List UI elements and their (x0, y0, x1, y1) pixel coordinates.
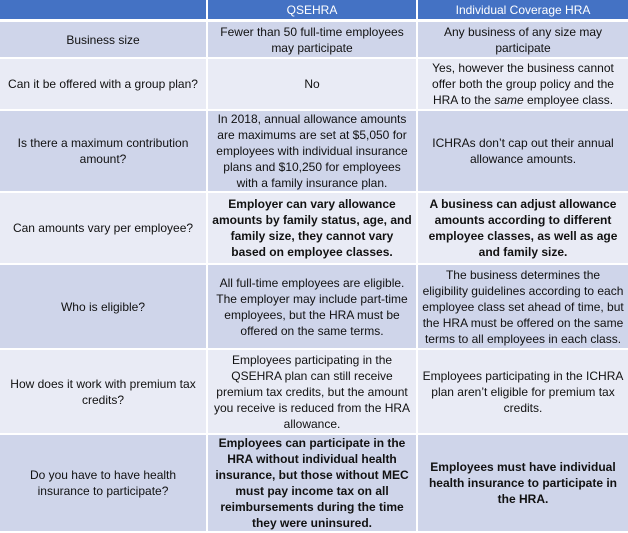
header-empty-cell (0, 0, 208, 22)
question-cell: Can it be offered with a group plan? (0, 59, 208, 111)
ichra-text-start: Yes, however the business cannot offer both the group policy and the HRA to the (432, 61, 614, 107)
qsehra-cell: All full-time employees are eligible. The employer may include part-time employees, but the HRA must be offered on the same terms. (208, 265, 418, 350)
ichra-text-end: employee class. (523, 93, 614, 107)
ichra-cell: ICHRAs don’t cap out their annual allowance amounts. (418, 111, 628, 193)
table-row (0, 265, 628, 350)
question-cell: Can amounts vary per employee? (0, 193, 208, 265)
qsehra-cell: In 2018, annual allowance amounts are maximums are set at $5,050 for employees with individual insurance plans and $10,250 for employees with a family insurance plan. (208, 111, 418, 193)
table-row (0, 111, 628, 193)
ichra-cell: Any business of any size may participate (418, 22, 628, 59)
question-cell: Who is eligible? (0, 265, 208, 350)
ichra-text-emphasis: same (494, 93, 524, 107)
question-cell: Is there a maximum contribution amount? (0, 111, 208, 193)
qsehra-cell: No (208, 59, 418, 111)
question-cell: Do you have to have health insurance to participate? (0, 435, 208, 533)
question-cell: How does it work with premium tax credits? (0, 350, 208, 435)
header-qsehra: QSEHRA (208, 0, 418, 22)
qsehra-cell: Fewer than 50 full-time employees may participate (208, 22, 418, 59)
table-row (0, 193, 628, 265)
table-row (0, 350, 628, 435)
table-row (0, 59, 628, 111)
ichra-cell: The business determines the eligibility guidelines according to each employee class set ahead of time, but the HRA must be offered on the same terms to all employees in each class. (418, 265, 628, 350)
ichra-cell (418, 59, 628, 111)
ichra-cell: Employees must have individual health insurance to participate in the HRA. (418, 435, 628, 533)
question-cell: Business size (0, 22, 208, 59)
qsehra-cell: Employer can vary allowance amounts by family status, age, and family size, they cannot vary based on employee classes. (208, 193, 418, 265)
qsehra-cell: Employees participating in the QSEHRA plan can still receive premium tax credits, but the amount you receive is reduced from the HRA allowance. (208, 350, 418, 435)
header-ichra: Individual Coverage HRA (418, 0, 628, 22)
table-row (0, 22, 628, 59)
ichra-cell: A business can adjust allowance amounts according to different employee classes, as well as age and family size. (418, 193, 628, 265)
ichra-cell: Employees participating in the ICHRA plan aren’t eligible for premium tax credits. (418, 350, 628, 435)
table-row (0, 435, 628, 533)
qsehra-cell: Employees can participate in the HRA without individual health insurance, but those without MEC must pay income tax on all reimbursements during the time they were uninsured. (208, 435, 418, 533)
table-header-row (0, 0, 628, 22)
